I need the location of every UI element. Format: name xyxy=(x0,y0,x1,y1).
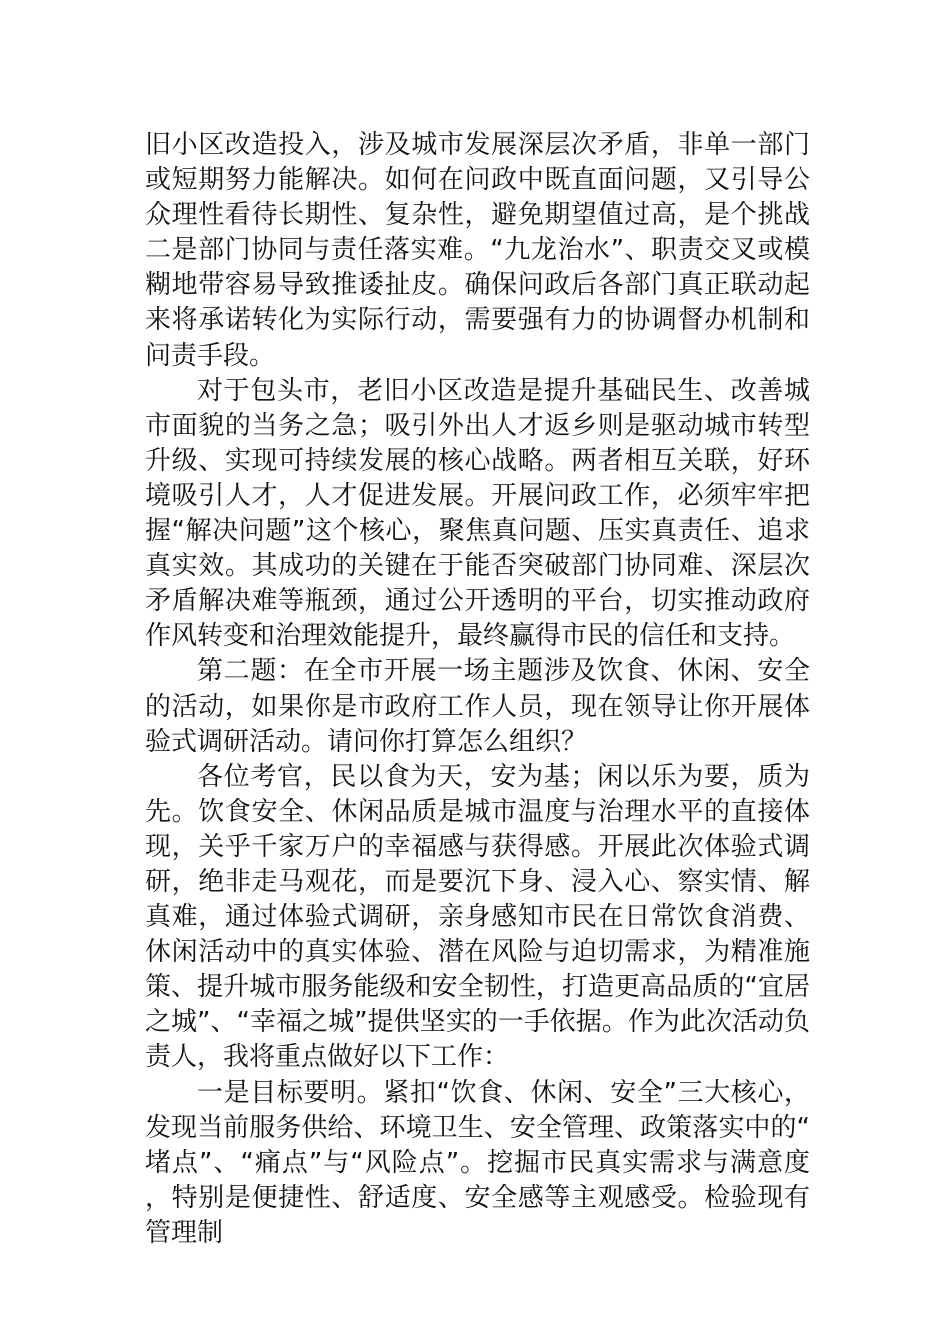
paragraph-point-one: 一是目标要明。紧扣“饮食、休闲、安全”三大核心，发现当前服务供给、环境卫生、安全管理、政策落实中的“堵点”、“痛点”与“风险点”。挖掘市民真实需求与满意度，特别是便捷性、舒适度、安全感等主观感受。检验现有管理制 xyxy=(145,1077,810,1248)
paragraph-continuation: 旧小区改造投入，涉及城市发展深层次矛盾，非单一部门或短期努力能解决。如何在问政中既直面问题，又引导公众理性看待长期性、复杂性，避免期望值过高，是个挑战二是部门协同与责任落实难。“九龙治水”、职责交叉或模糊地带容易导致推诿扯皮。确保问政后各部门真正联动起来将承诺转化为实际行动，需要强有力的协调督办机制和问责手段。 xyxy=(145,130,810,371)
paragraph-baotou-summary: 对于包头市，老旧小区改造是提升基础民生、改善城市面貌的当务之急；吸引外出人才返乡则是驱动城市转型升级、实现可持续发展的核心战略。两者相互关联，好环境吸引人才，人才促进发展。开展问政工作，必须牢牢把握“解决问题”这个核心，聚焦真问题、压实真责任、追求真实效。其成功的关键在于能否突破部门协同难、深层次矛盾解决难等瓶颈，通过公开透明的平台，切实推动政府作风转变和治理效能提升，最终赢得市民的信任和支持。 xyxy=(145,375,810,652)
paragraph-question-two: 第二题：在全市开展一场主题涉及饮食、休闲、安全的活动，如果你是市政府工作人员，现在领导让你开展体验式调研活动。请问你打算怎么组织？ xyxy=(145,656,810,757)
document-body xyxy=(145,128,810,1251)
paragraph-answer-intro: 各位考官，民以食为天，安为基；闲以乐为要，质为先。饮食安全、休闲品质是城市温度与治理水平的直接体现，关乎千家万户的幸福感与获得感。开展此次体验式调研，绝非走马观花，而是要沉下身、浸入心、察实情、解真难，通过体验式调研，亲身感知市民在日常饮食消费、休闲活动中的真实体验、潜在风险与迫切需求，为精准施策、提升城市服务能级和安全韧性，打造更高品质的“宜居之城”、“幸福之城”提供坚实的一手依据。作为此次活动负责人，我将重点做好以下工作： xyxy=(145,761,810,1073)
